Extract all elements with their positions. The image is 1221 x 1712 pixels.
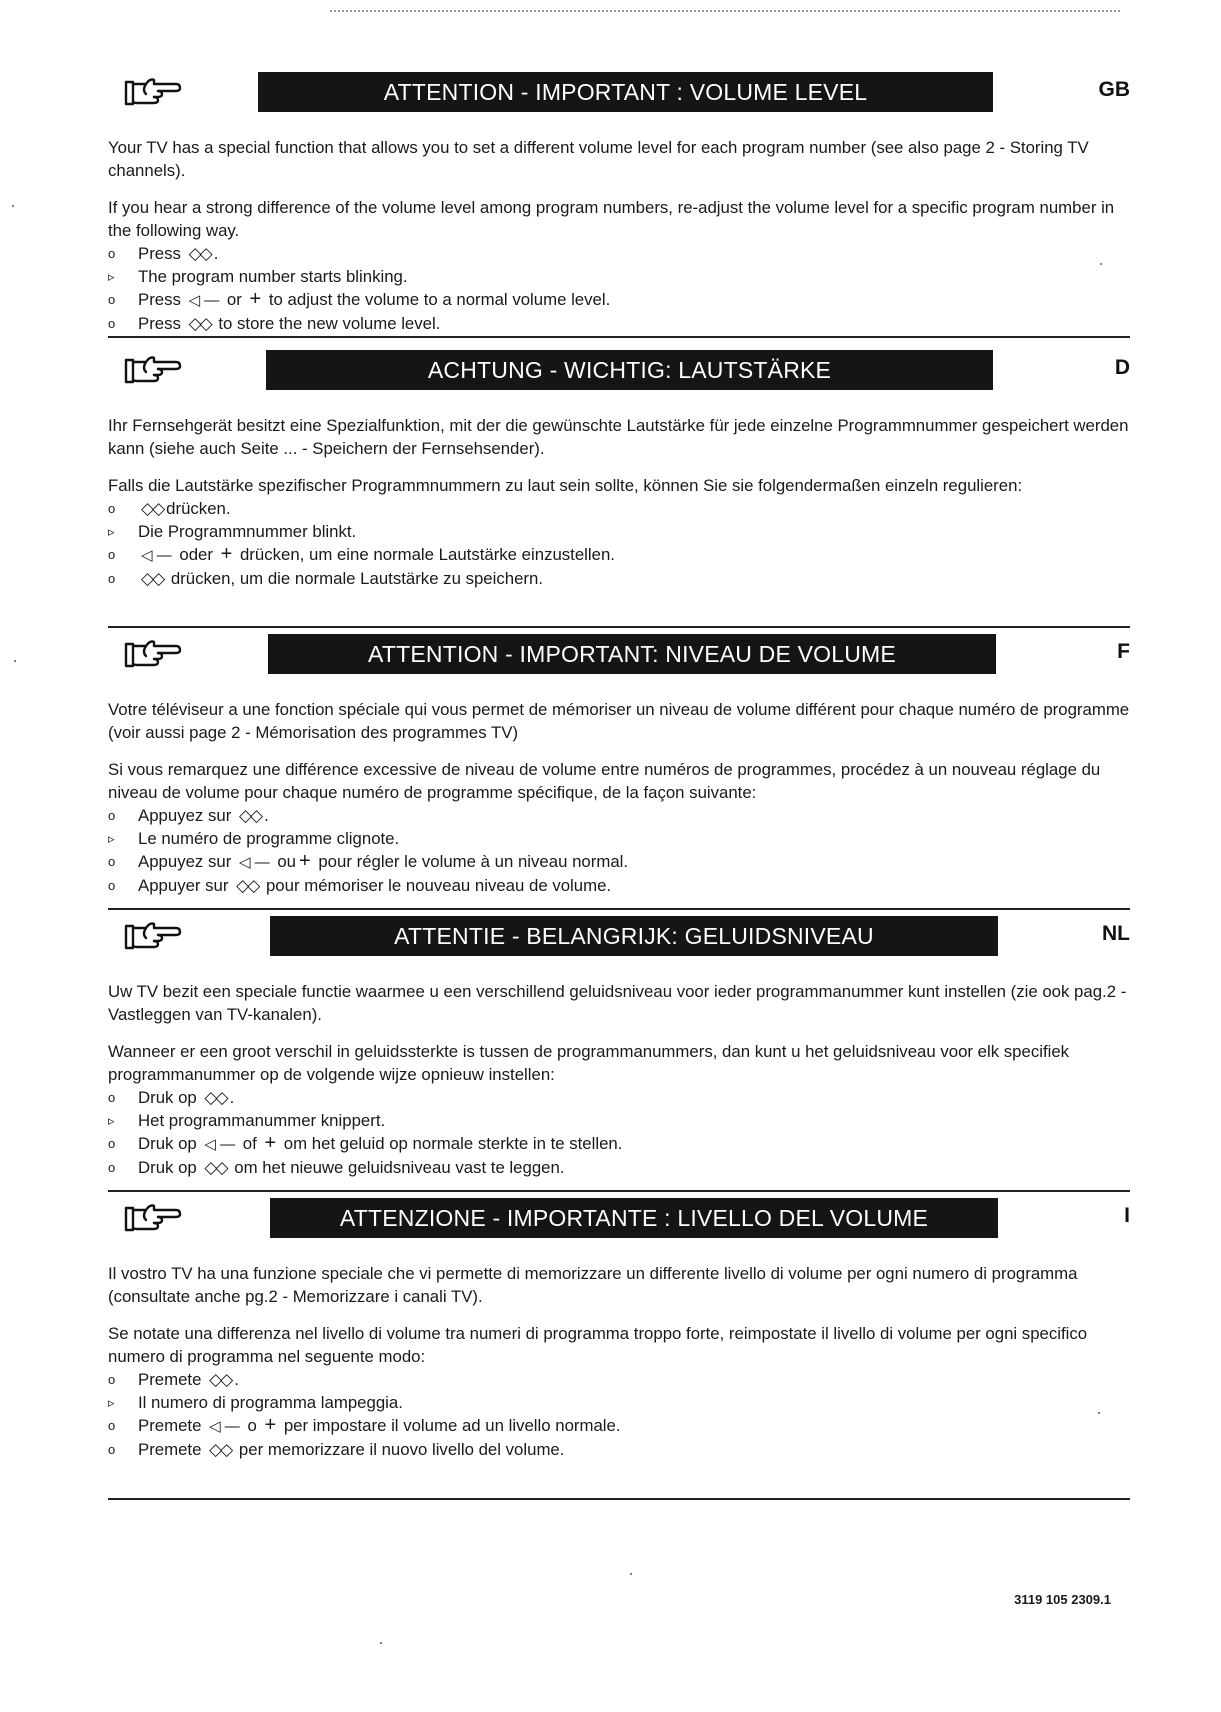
volume-minus-icon: ◁ — [141,547,172,564]
step-pre: Druk op [138,1088,202,1107]
language-code: D [1114,356,1130,379]
step-marker: ▹ [108,524,115,539]
store-diamond-icon: ◇◇ [204,1158,227,1177]
step-text: Het programmanummer knippert. [138,1111,386,1130]
step-marker: o [108,1090,116,1105]
step-post: to store the new volume level. [213,314,441,333]
section-divider [108,626,1130,628]
step-post: pour mémoriser le nouveau niveau de volume. [261,876,612,895]
instruction-paragraph: If you hear a strong difference of the volume level among program numbers, re-adjust the volume level for a specific program number in the following way. [108,198,1115,240]
step-marker: o [108,854,116,869]
scan-speck [14,660,16,662]
step-text: Die Programmnummer blinkt. [138,522,357,541]
step-mid: o [242,1416,262,1435]
instruction-paragraph: Si vous remarquez une différence excessive de niveau de volume entre numéros de programmes, procédez à un nouveau réglage du niveau de volume pour chaque numéro de programme spécifique, de la façon suivante: [108,760,1101,802]
step-pre: Premete [138,1370,207,1389]
instruction-step [108,1438,1130,1461]
section-title-banner: ATTENTION - IMPORTANT : VOLUME LEVEL [258,72,993,112]
step-post: drücken, um eine normale Lautstärke einzustellen. [235,545,615,564]
step-post: drücken. [166,499,231,518]
step-pre: Appuyez sur [138,806,236,825]
volume-minus-icon: ◁ — [209,1418,240,1435]
intro-paragraph: Votre téléviseur a une fonction spéciale qui vous permet de mémoriser un niveau de volume différent pour chaque numéro de programme (voir aussi page 2 - Mémorisation des programmes TV) [108,700,1130,742]
step-mid: oder [174,545,218,564]
pointing-hand-icon [124,1200,182,1234]
volume-minus-icon: ◁ — [188,292,220,309]
instruction-step [108,1391,1130,1414]
instruction-paragraph: Wanneer er een groot verschil in geluidssterkte is tussen de programmanummers, dan kunt u het geluidsniveau voor elk specifiek programmanummer op de volgende wijze opnieuw instellen: [108,1042,1070,1084]
language-code: I [1124,1204,1130,1227]
step-pre: Druk op [138,1134,202,1153]
step-marker: ▹ [108,1113,115,1128]
instruction-step [108,804,1130,827]
instruction-step [108,312,1130,335]
step-pre: Press [138,244,186,263]
instruction-step [108,497,1130,520]
instruction-step [108,1132,1130,1156]
section-title-banner: ACHTUNG - WICHTIG: LAUTSTÄRKE [266,350,993,390]
step-post: . [229,1088,235,1107]
volume-plus-icon: + [249,288,262,310]
step-post: om het nieuwe geluidsniveau vast te leggen. [229,1158,565,1177]
instruction-paragraph: Falls die Lautstärke spezifischer Programmnummern zu laut sein sollte, können Sie sie folgendermaßen einzeln regulieren: [108,476,1023,495]
volume-plus-icon: + [220,543,233,565]
language-code: NL [1102,922,1130,945]
store-diamond-icon: ◇◇ [209,1370,232,1389]
step-marker: o [108,878,116,893]
step-pre: Press [138,314,186,333]
step-pre: Appuyer sur [138,876,234,895]
pointing-hand-icon [124,74,182,108]
step-mid: ou [272,852,296,871]
store-diamond-icon: ◇◇ [188,244,211,263]
instruction-step [108,1109,1130,1132]
volume-minus-icon: ◁ — [204,1136,236,1153]
document-code: 3119 105 2309.1 [1014,1592,1111,1607]
section-title-banner: ATTENZIONE - IMPORTANTE : LIVELLO DEL VOLUME [270,1198,998,1238]
step-marker: o [108,1136,116,1151]
volume-plus-icon: + [299,850,311,872]
step-marker: o [108,292,116,307]
scan-speck [630,1573,632,1575]
section-divider [108,908,1130,910]
step-post: to adjust the volume to a normal volume level. [264,290,611,309]
instruction-step [108,288,1130,312]
store-diamond-icon: ◇◇ [141,569,164,588]
store-diamond-icon: ◇◇ [188,314,211,333]
step-text: Le numéro de programme clignote. [138,829,400,848]
instruction-step [108,827,1130,850]
step-pre: Druk op [138,1158,202,1177]
instruction-step [108,850,1130,874]
store-diamond-icon: ◇◇ [204,1088,227,1107]
instruction-step [108,1368,1130,1391]
language-code: GB [1098,78,1130,101]
step-post: per impostare il volume ad un livello normale. [279,1416,621,1435]
step-marker: ▹ [108,269,115,284]
instruction-step [108,520,1130,543]
step-post: . [264,806,269,825]
step-marker: ▹ [108,831,115,846]
section-divider [108,1498,1130,1500]
instruction-step [108,543,1130,567]
step-marker: o [108,246,116,261]
store-diamond-icon: ◇◇ [209,1440,232,1459]
step-pre: Premete [138,1416,207,1435]
section-divider [108,336,1130,338]
step-post: drücken, um die normale Lautstärke zu speichern. [166,569,543,588]
step-marker: o [108,316,116,331]
section-title-banner: ATTENTIE - BELANGRIJK: GELUIDSNIVEAU [270,916,998,956]
store-diamond-icon: ◇◇ [238,806,262,825]
step-marker: o [108,571,116,586]
scan-top-line [330,10,1120,12]
instruction-step [108,265,1130,288]
scan-speck [380,1642,382,1644]
step-marker: o [108,1372,116,1387]
store-diamond-icon: ◇◇ [236,876,259,895]
instruction-step [108,242,1130,265]
step-marker: o [108,808,116,823]
instruction-step [108,1156,1130,1179]
intro-paragraph: Your TV has a special function that allows you to set a different volume level for each program number (see also page 2 - Storing TV channels). [108,138,1089,180]
step-mid: or [222,290,247,309]
section-title-banner: ATTENTION - IMPORTANT: NIVEAU DE VOLUME [268,634,996,674]
pointing-hand-icon [124,352,182,386]
step-post: . [234,1370,239,1389]
store-diamond-icon: ◇◇ [141,499,164,518]
instruction-paragraph: Se notate una differenza nel livello di volume tra numeri di programma troppo forte, reimpostate il livello di volume per ogni specifico numero di programma nel seguente modo: [108,1324,1088,1366]
volume-plus-icon: + [264,1132,277,1154]
intro-paragraph: Uw TV bezit een speciale functie waarmee u een verschillend geluidsniveau voor ieder programmanummer kunt instellen (zie ook pag.2 - Vastleggen van TV-kanalen). [108,982,1127,1024]
step-post: pour régler le volume à un niveau normal. [313,852,629,871]
pointing-hand-icon [124,918,182,952]
step-text: Il numero di programma lampeggia. [138,1393,403,1412]
step-marker: o [108,1442,116,1457]
volume-minus-icon: ◁ — [238,854,270,871]
step-text: The program number starts blinking. [138,267,408,286]
intro-paragraph: Ihr Fernsehgerät besitzt eine Spezialfunktion, mit der die gewünschte Lautstärke für jede einzelne Programmnummer gespeichert werden kann (siehe auch Seite ... - Speichern der Fernsehsender). [108,416,1129,458]
volume-plus-icon: + [264,1414,277,1436]
scan-speck [1098,1412,1100,1414]
step-marker: o [108,547,116,562]
pointing-hand-icon [124,636,182,670]
step-post: per memorizzare il nuovo livello del volume. [234,1440,565,1459]
language-code: F [1117,640,1130,663]
scan-speck [1100,263,1102,265]
instruction-step [108,1086,1130,1109]
step-pre: Press [138,290,186,309]
step-marker: o [108,1160,116,1175]
intro-paragraph: Il vostro TV ha una funzione speciale che vi permette di memorizzare un differente livello di volume per ogni numero di programma (consultate anche pg.2 - Memorizzare i canali TV). [108,1264,1078,1306]
step-marker: ▹ [108,1395,115,1410]
section-divider [108,1190,1130,1192]
step-marker: o [108,501,116,516]
step-pre: Premete [138,1440,207,1459]
step-mid: of [238,1134,262,1153]
instruction-step [108,874,1130,897]
step-marker: o [108,1418,116,1433]
instruction-step [108,1414,1130,1438]
instruction-step [108,567,1130,590]
step-pre: Appuyez sur [138,852,236,871]
scan-speck [12,205,14,207]
step-post: om het geluid op normale sterkte in te stellen. [279,1134,623,1153]
step-post: . [213,244,219,263]
